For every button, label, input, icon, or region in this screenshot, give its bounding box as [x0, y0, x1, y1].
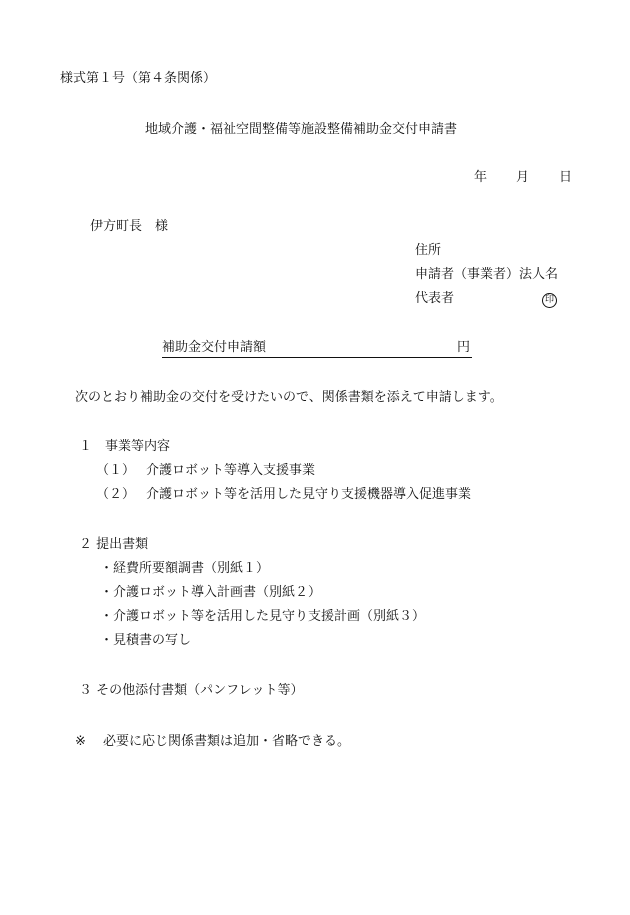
section-2-list-item: ・見積書の写し: [100, 633, 192, 648]
form-title: 地域介護・福祉空間整備等施設整備補助金交付申請書: [145, 122, 458, 137]
recipient: 伊方町長 様: [90, 219, 169, 234]
section-2-title: ２ 提出書類: [79, 537, 149, 552]
amount-line: [162, 341, 472, 358]
section-2-list-item: ・介護ロボット導入計画書（別紙２）: [100, 585, 322, 600]
section-1-title: １ 事業等内容: [79, 439, 171, 454]
address-label: 住所: [415, 243, 442, 258]
section-2-list-item: ・経費所要額調書（別紙１）: [100, 561, 270, 576]
date-month: 月: [516, 170, 530, 185]
form-number: 様式第１号（第４条関係）: [60, 71, 217, 86]
section-1-item-text: 介護ロボット等を活用した見守り支援機器導入促進事業: [146, 487, 472, 502]
section-1-item-number: （１）: [96, 463, 136, 478]
date-day: 日: [559, 170, 573, 185]
section-1-item-number: （２）: [96, 487, 136, 502]
applicant-name-label: 申請者（事業者）法人名: [415, 267, 559, 282]
representative-label: 代表者: [415, 291, 455, 306]
intro-text: 次のとおり補助金の交付を受けたいので、関係書類を添えて申請します。: [75, 390, 503, 405]
date-year: 年: [474, 170, 488, 185]
amount-label: 補助金交付申請額: [162, 340, 267, 355]
section-1-item-text: 介護ロボット等導入支援事業: [146, 463, 316, 478]
seal-mark: 印: [542, 293, 557, 308]
section-2-list-item: ・介護ロボット等を活用した見守り支援計画（別紙３）: [100, 609, 426, 624]
note-text: 必要に応じ関係書類は追加・省略できる。: [103, 734, 351, 749]
note-mark: ※: [75, 734, 86, 749]
section-3-title: ３ その他添付書類（パンフレット等）: [79, 683, 304, 698]
amount-unit: 円: [456, 340, 470, 355]
